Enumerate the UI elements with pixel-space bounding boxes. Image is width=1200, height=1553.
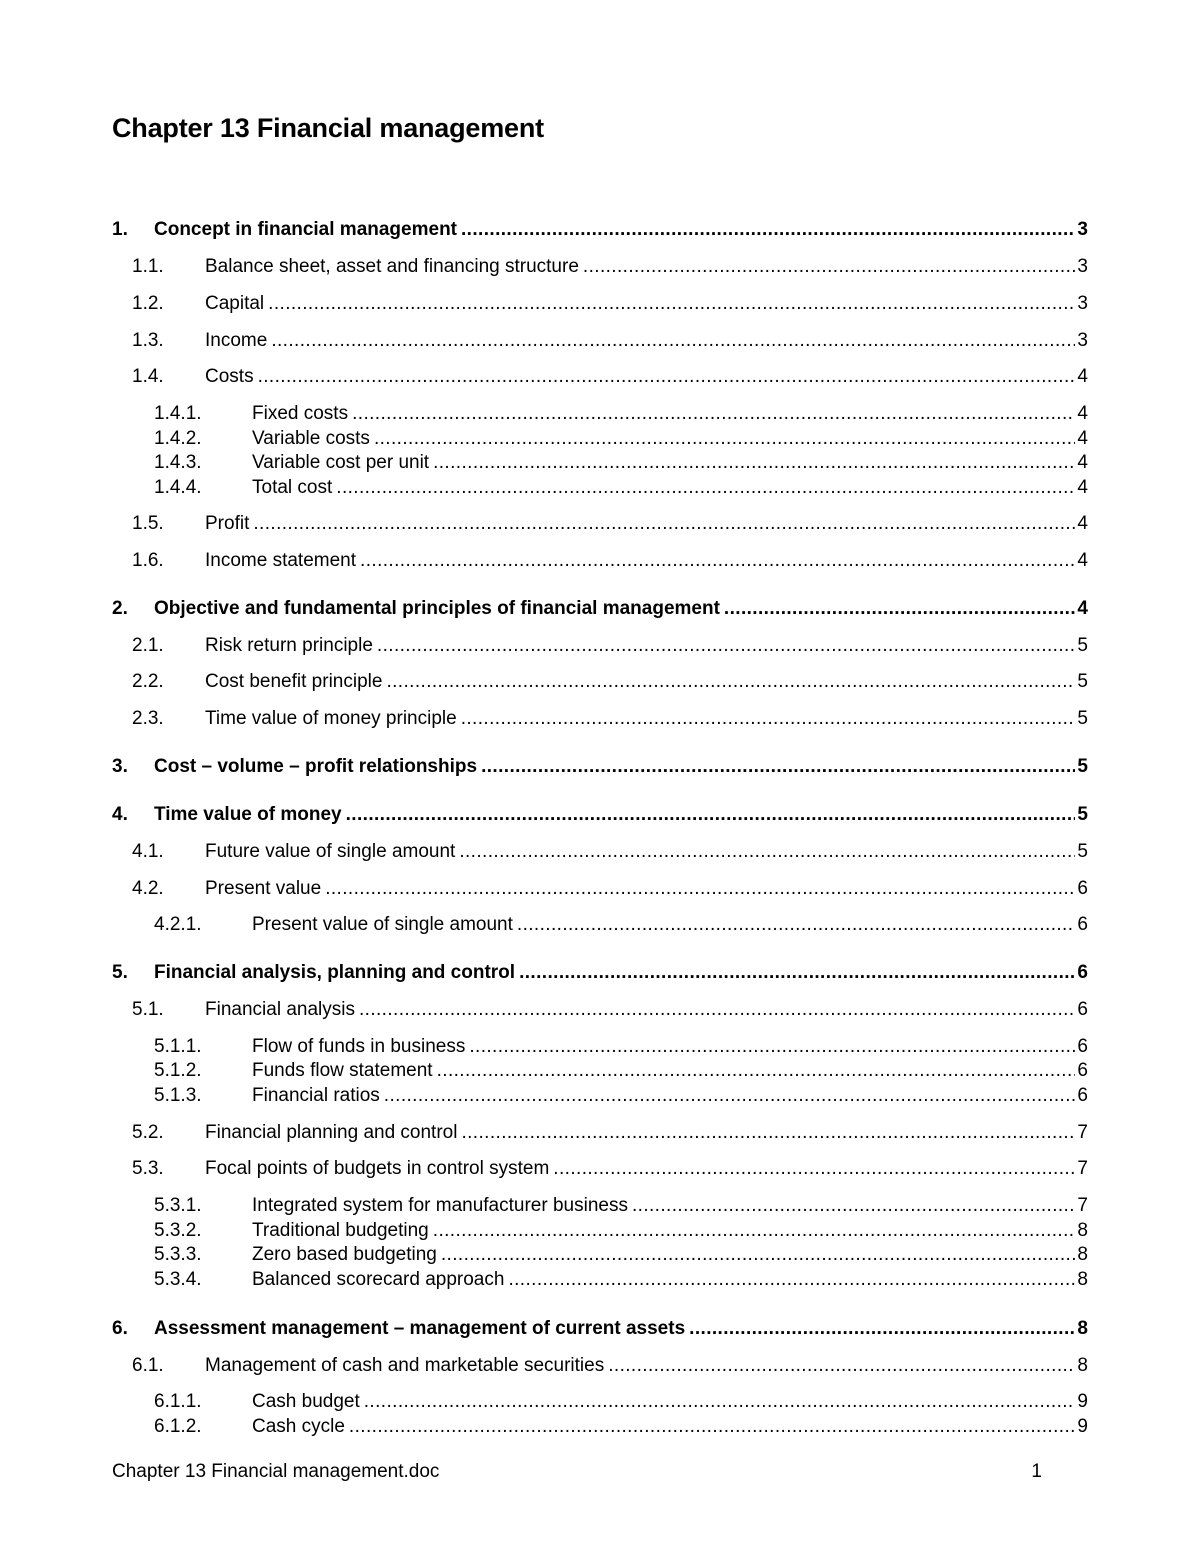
toc-dot-leader xyxy=(386,670,1075,694)
toc-entry-label: Balanced scorecard approach xyxy=(252,1269,505,1290)
toc-entry-number: 1.4.2. xyxy=(154,428,202,449)
toc-entry-number: 3. xyxy=(112,756,128,777)
toc-entry[interactable] xyxy=(112,1241,1088,1267)
toc-dot-leader xyxy=(469,1035,1075,1059)
toc-dot-leader xyxy=(258,365,1076,389)
toc-entry-label: Flow of funds in business xyxy=(252,1036,466,1057)
toc-dot-leader xyxy=(437,1059,1076,1083)
page-title: Chapter 13 Financial management xyxy=(112,113,544,143)
toc-entry[interactable] xyxy=(112,510,1088,536)
toc-entry[interactable] xyxy=(112,1352,1088,1378)
toc-entry[interactable] xyxy=(112,1388,1088,1414)
toc-entry-number: 6.1.1. xyxy=(154,1391,202,1412)
toc-dot-leader xyxy=(553,1157,1075,1181)
footer-page-number: 1 xyxy=(1031,1461,1042,1482)
toc-dot-leader xyxy=(359,998,1075,1022)
toc-dot-leader xyxy=(377,634,1076,658)
toc-entry-page: 5 xyxy=(1077,708,1088,729)
toc-entry-page: 4 xyxy=(1077,477,1088,498)
toc-entry[interactable] xyxy=(112,1192,1088,1218)
toc-entry-page: 4 xyxy=(1077,452,1088,473)
toc-entry-number: 6.1.2. xyxy=(154,1416,202,1437)
toc-entry-page: 8 xyxy=(1077,1269,1088,1290)
toc-entry[interactable] xyxy=(112,959,1088,985)
toc-entry-page: 7 xyxy=(1077,1195,1088,1216)
toc-entry[interactable] xyxy=(112,838,1088,864)
toc-entry[interactable] xyxy=(112,911,1088,937)
toc-dot-leader xyxy=(481,755,1075,779)
toc-entry[interactable] xyxy=(112,327,1088,353)
toc-dot-leader xyxy=(433,1219,1076,1243)
toc-entry-number: 2.1. xyxy=(132,635,164,656)
toc-entry[interactable] xyxy=(112,1315,1088,1341)
toc-entry-number: 5.1.2. xyxy=(154,1060,202,1081)
toc-entry-label: Financial analysis, planning and control xyxy=(154,962,516,983)
toc-entry-page: 4 xyxy=(1077,513,1088,534)
toc-entry[interactable] xyxy=(112,1217,1088,1243)
toc-entry-label: Fixed costs xyxy=(252,403,349,424)
toc-entry[interactable] xyxy=(112,1155,1088,1181)
toc-entry-number: 1.4.1. xyxy=(154,403,202,424)
toc-entry-number: 2. xyxy=(112,598,128,619)
toc-entry-label: Variable costs xyxy=(252,428,370,449)
toc-entry[interactable] xyxy=(112,753,1088,779)
toc-entry[interactable] xyxy=(112,632,1088,658)
toc-dot-leader xyxy=(325,877,1075,901)
toc-entry-page: 3 xyxy=(1077,256,1088,277)
toc-entry-number: 4.2. xyxy=(132,878,164,899)
toc-entry[interactable] xyxy=(112,1057,1088,1083)
toc-entry-number: 1.4.4. xyxy=(154,477,202,498)
toc-entry[interactable] xyxy=(112,996,1088,1022)
toc-entry-label: Present value of single amount xyxy=(252,914,513,935)
toc-entry-label: Profit xyxy=(205,513,250,534)
toc-entry-page: 5 xyxy=(1077,635,1088,656)
toc-entry[interactable] xyxy=(112,474,1088,500)
toc-entry-number: 5.3. xyxy=(132,1158,164,1179)
toc-entry-label: Financial analysis xyxy=(205,999,355,1020)
toc-entry[interactable] xyxy=(112,801,1088,827)
toc-entry-label: Time value of money xyxy=(154,804,342,825)
toc-entry[interactable] xyxy=(112,1033,1088,1059)
toc-entry[interactable] xyxy=(112,595,1088,621)
toc-dot-leader xyxy=(441,1243,1076,1267)
toc-entry-page: 3 xyxy=(1077,293,1088,314)
toc-entry-page: 7 xyxy=(1077,1122,1088,1143)
toc-entry-page: 6 xyxy=(1077,999,1088,1020)
toc-entry-label: Cash budget xyxy=(252,1391,360,1412)
toc-entry-page: 6 xyxy=(1077,914,1088,935)
toc-entry-number: 1.4. xyxy=(132,366,164,387)
toc-entry[interactable] xyxy=(112,1413,1088,1439)
toc-entry[interactable] xyxy=(112,668,1088,694)
toc-entry-page: 4 xyxy=(1077,550,1088,571)
toc-dot-leader xyxy=(632,1194,1075,1218)
toc-entry-label: Time value of money principle xyxy=(205,708,457,729)
toc-entry-page: 5 xyxy=(1077,756,1088,777)
toc-dot-leader xyxy=(461,218,1075,242)
toc-entry-page: 8 xyxy=(1077,1355,1088,1376)
toc-entry-number: 2.3. xyxy=(132,708,164,729)
toc-entry-page: 8 xyxy=(1077,1318,1088,1339)
toc-entry-number: 5.2. xyxy=(132,1122,164,1143)
toc-dot-leader xyxy=(346,803,1076,827)
toc-entry-number: 1.6. xyxy=(132,550,164,571)
toc-entry-page: 3 xyxy=(1077,330,1088,351)
toc-entry-page: 6 xyxy=(1077,1036,1088,1057)
toc-entry-label: Present value xyxy=(205,878,322,899)
toc-entry-number: 5.3.4. xyxy=(154,1269,202,1290)
toc-entry-page: 8 xyxy=(1077,1220,1088,1241)
toc-entry[interactable] xyxy=(112,1119,1088,1145)
footer-filename: Chapter 13 Financial management.doc xyxy=(112,1461,440,1482)
toc-entry[interactable] xyxy=(112,363,1088,389)
toc-dot-leader xyxy=(374,427,1075,451)
toc-entry[interactable] xyxy=(112,449,1088,475)
toc-dot-leader xyxy=(461,707,1076,731)
toc-entry-number: 1.5. xyxy=(132,513,164,534)
toc-dot-leader xyxy=(360,549,1075,573)
toc-entry-page: 9 xyxy=(1077,1416,1088,1437)
toc-entry-page: 4 xyxy=(1077,428,1088,449)
toc-entry-label: Income xyxy=(205,330,268,351)
toc-dot-leader xyxy=(433,451,1075,475)
toc-entry-number: 4.1. xyxy=(132,841,164,862)
toc-entry[interactable] xyxy=(112,425,1088,451)
toc-dot-leader xyxy=(271,329,1075,353)
toc-dot-leader xyxy=(689,1317,1075,1341)
toc-dot-leader xyxy=(519,961,1075,985)
toc-entry-number: 1. xyxy=(112,219,128,240)
toc-entry-label: Capital xyxy=(205,293,265,314)
toc-entry-page: 4 xyxy=(1077,403,1088,424)
toc-entry-page: 5 xyxy=(1077,671,1088,692)
toc-entry-page: 9 xyxy=(1077,1391,1088,1412)
toc-entry-label: Costs xyxy=(205,366,254,387)
toc-dot-leader xyxy=(608,1354,1075,1378)
toc-entry-number: 5.3.1. xyxy=(154,1195,202,1216)
toc-entry-label: Risk return principle xyxy=(205,635,373,656)
toc-entry-page: 6 xyxy=(1077,1085,1088,1106)
toc-entry[interactable] xyxy=(112,216,1088,242)
toc-entry-label: Objective and fundamental principles of financial management xyxy=(154,598,720,619)
toc-entry-number: 6.1. xyxy=(132,1355,164,1376)
toc-entry-page: 4 xyxy=(1077,598,1088,619)
toc-entry-number: 5.3.3. xyxy=(154,1244,202,1265)
toc-entry-page: 5 xyxy=(1077,804,1088,825)
toc-entry[interactable] xyxy=(112,1266,1088,1292)
toc-entry[interactable] xyxy=(112,290,1088,316)
toc-entry-page: 6 xyxy=(1077,1060,1088,1081)
toc-entry[interactable] xyxy=(112,547,1088,573)
toc-entry-label: Concept in financial management xyxy=(154,219,457,240)
toc-dot-leader xyxy=(724,597,1076,621)
toc-entry-number: 5. xyxy=(112,962,128,983)
toc-dot-leader xyxy=(253,512,1075,536)
toc-dot-leader xyxy=(364,1390,1076,1414)
toc-entry-page: 6 xyxy=(1077,962,1088,983)
toc-entry-label: Integrated system for manufacturer business xyxy=(252,1195,628,1216)
toc-dot-leader xyxy=(461,1121,1075,1145)
toc-entry-page: 8 xyxy=(1077,1244,1088,1265)
toc-entry-number: 5.1.3. xyxy=(154,1085,202,1106)
toc-entry-number: 6. xyxy=(112,1318,128,1339)
toc-dot-leader xyxy=(336,476,1075,500)
toc-entry-label: Assessment management – management of current assets xyxy=(154,1318,686,1339)
toc-entry-number: 1.4.3. xyxy=(154,452,202,473)
toc-entry-label: Financial planning and control xyxy=(205,1122,458,1143)
toc-entry-label: Balance sheet, asset and financing structure xyxy=(205,256,579,277)
toc-entry-number: 4.2.1. xyxy=(154,914,202,935)
toc-dot-leader xyxy=(517,913,1076,937)
toc-entry-number: 2.2. xyxy=(132,671,164,692)
page-footer xyxy=(112,1459,1042,1487)
toc-entry-label: Cost – volume – profit relationships xyxy=(154,756,478,777)
toc-dot-leader xyxy=(583,255,1076,279)
toc-entry-label: Variable cost per unit xyxy=(252,452,430,473)
toc-dot-leader xyxy=(384,1084,1076,1108)
toc-entry-label: Management of cash and marketable securities xyxy=(205,1355,605,1376)
toc-entry-number: 5.1. xyxy=(132,999,164,1020)
toc-entry-label: Cash cycle xyxy=(252,1416,345,1437)
toc-entry-label: Income statement xyxy=(205,550,357,571)
toc-entry-page: 5 xyxy=(1077,841,1088,862)
toc-entry-label: Total cost xyxy=(252,477,333,498)
toc-dot-leader xyxy=(352,402,1075,426)
toc-entry-number: 5.1.1. xyxy=(154,1036,202,1057)
toc-entry[interactable] xyxy=(112,400,1088,426)
toc-entry-page: 7 xyxy=(1077,1158,1088,1179)
toc-entry-label: Focal points of budgets in control system xyxy=(205,1158,550,1179)
toc-entry-number: 1.3. xyxy=(132,330,164,351)
toc-entry-number: 5.3.2. xyxy=(154,1220,202,1241)
toc-entry[interactable] xyxy=(112,705,1088,731)
toc-entry-label: Zero based budgeting xyxy=(252,1244,437,1265)
toc-entry-label: Future value of single amount xyxy=(205,841,456,862)
toc-entry-page: 6 xyxy=(1077,878,1088,899)
toc-entry-label: Financial ratios xyxy=(252,1085,380,1106)
toc-entry-label: Traditional budgeting xyxy=(252,1220,429,1241)
toc-entry-page: 4 xyxy=(1077,366,1088,387)
toc-entry-label: Cost benefit principle xyxy=(205,671,383,692)
toc-dot-leader xyxy=(459,840,1075,864)
toc-entry[interactable] xyxy=(112,253,1088,279)
toc-entry[interactable] xyxy=(112,875,1088,901)
toc-dot-leader xyxy=(508,1268,1075,1292)
toc-entry-number: 4. xyxy=(112,804,128,825)
toc-entry-number: 1.1. xyxy=(132,256,164,277)
toc-entry-label: Funds flow statement xyxy=(252,1060,433,1081)
toc-entry-number: 1.2. xyxy=(132,293,164,314)
toc-entry[interactable] xyxy=(112,1082,1088,1108)
toc-dot-leader xyxy=(349,1415,1076,1439)
toc-entry-page: 3 xyxy=(1077,219,1088,240)
toc-dot-leader xyxy=(268,292,1075,316)
